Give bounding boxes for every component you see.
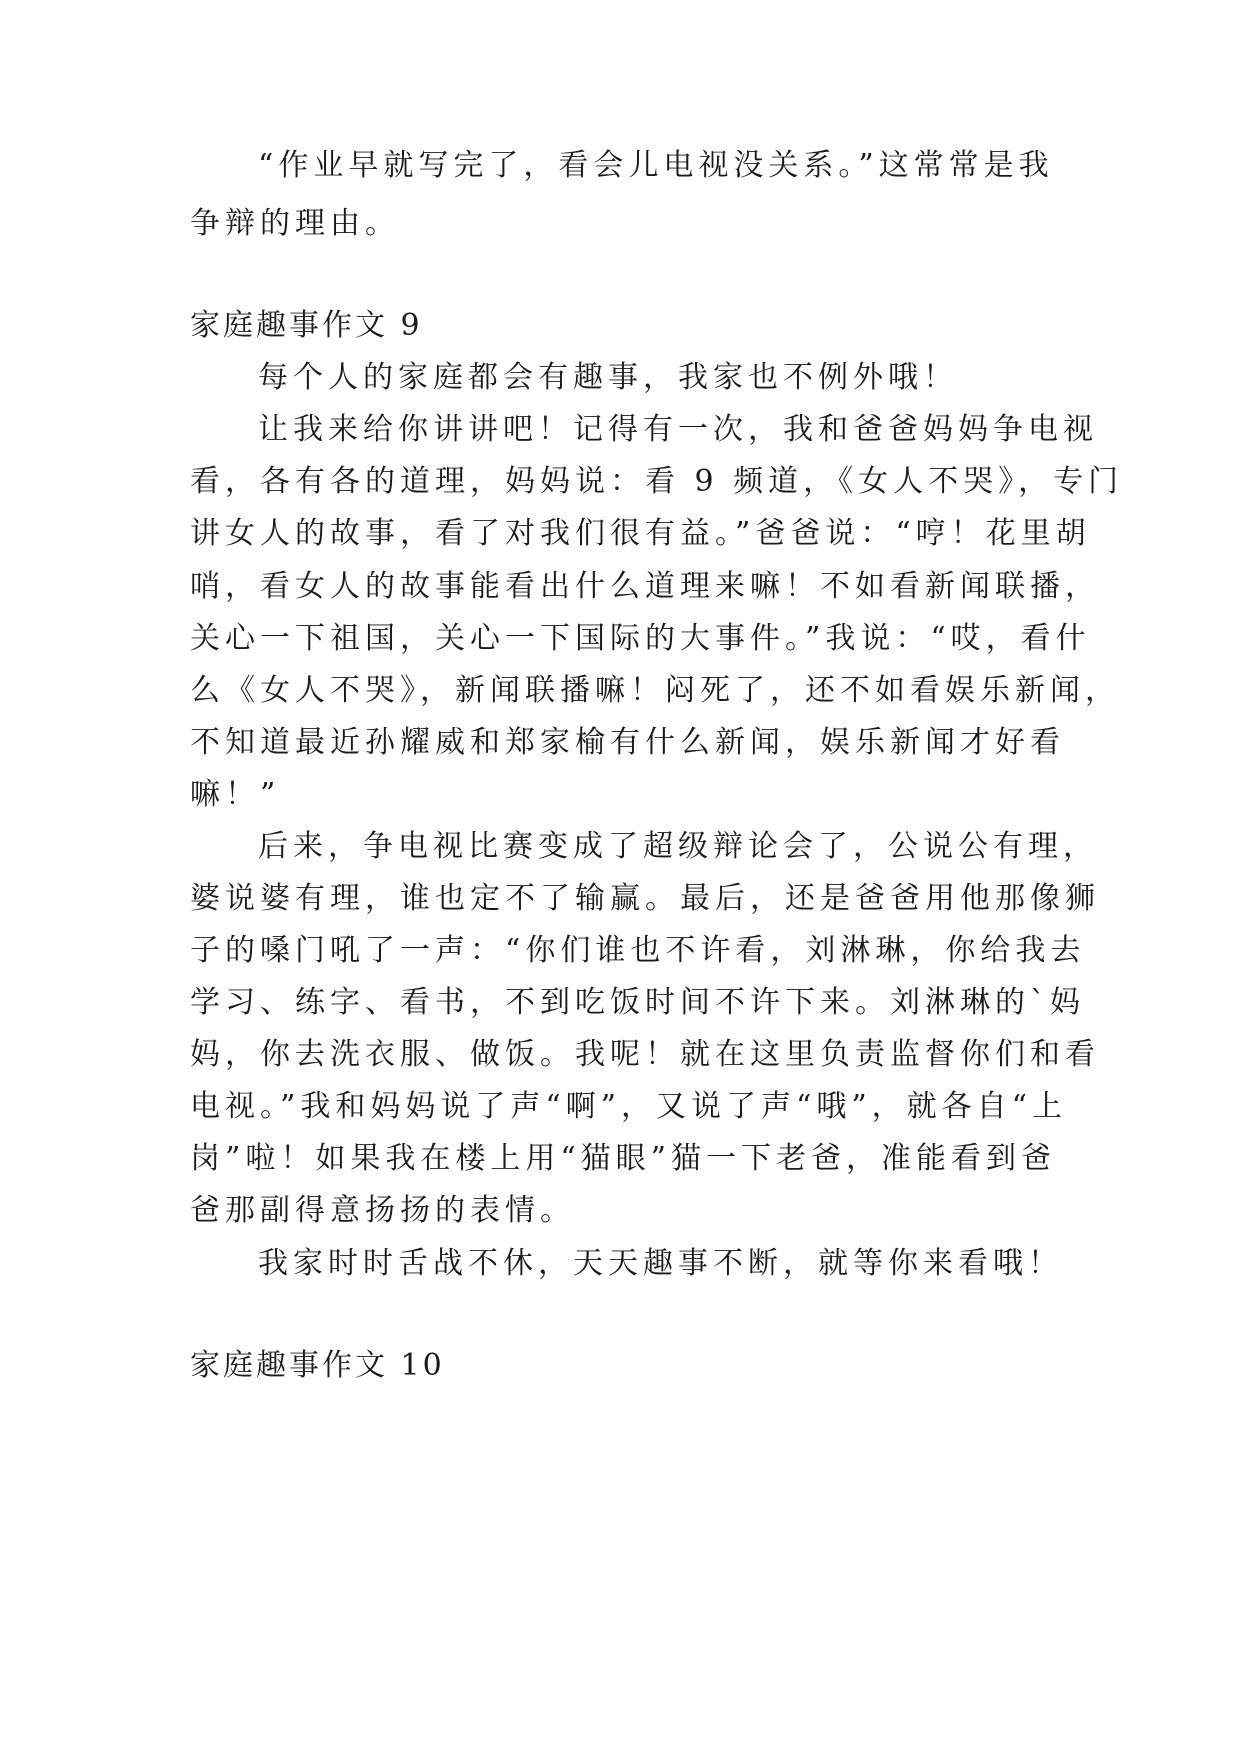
paragraph-line: 爸那副得意扬扬的表情。 — [190, 1193, 575, 1228]
paragraph-line: 岗”啦！如果我在楼上用“猫眼”猫一下老爸，准能看到爸 — [190, 1141, 1057, 1176]
paragraph-line: 妈，你去洗衣服、做饭。我呢！就在这里负责监督你们和看 — [190, 1037, 1100, 1072]
paragraph-line: 么《女人不哭》，新闻联播嘛！闷死了，还不如看娱乐新闻， — [190, 673, 1120, 708]
paragraph-line: 我家时时舌战不休，天天趣事不断，就等你来看哦！ — [258, 1246, 1063, 1281]
paragraph-line: 后来，争电视比赛变成了超级辩论会了，公说公有理， — [258, 829, 1098, 864]
paragraph-line: 不知道最近孙耀威和郑家榆有什么新闻，娱乐新闻才好看 — [190, 725, 1065, 760]
paragraph-line: 嘛！” — [190, 777, 281, 812]
paragraph-line: 争辩的理由。 — [190, 206, 400, 241]
paragraph-line: 讲女人的故事，看了对我们很有益。”爸爸说：“哼！花里胡 — [190, 516, 1091, 551]
paragraph-line: 婆说婆有理，谁也定不了输赢。最后，还是爸爸用他那像狮 — [190, 881, 1100, 916]
section-heading: 家庭趣事作文 10 — [190, 1348, 445, 1383]
paragraph-line: “作业早就写完了，看会儿电视没关系。”这常常是我 — [258, 148, 1054, 183]
paragraph-line: 关心一下祖国，关心一下国际的大事件。”我说：“哎，看什 — [190, 621, 1091, 656]
paragraph-line: 每个人的家庭都会有趣事，我家也不例外哦！ — [258, 360, 958, 395]
paragraph-line: 让我来给你讲讲吧！记得有一次，我和爸爸妈妈争电视 — [258, 412, 1098, 447]
paragraph-line: 电视。”我和妈妈说了声“啊”，又说了声“哦”，就各自“上 — [190, 1089, 1068, 1124]
paragraph-line: 哨，看女人的故事能看出什么道理来嘛！不如看新闻联播， — [190, 569, 1100, 604]
paragraph-line: 学习、练字、看书，不到吃饭时间不许下来。刘淋琳的`妈 — [190, 985, 1085, 1020]
paragraph-line: 看，各有各的道理，妈妈说：看 9 频道，《女人不哭》，专门 — [190, 464, 1124, 499]
section-heading: 家庭趣事作文 9 — [190, 308, 423, 343]
paragraph-line: 子的嗓门吼了一声：“你们谁也不许看，刘淋琳，你给我去 — [190, 933, 1086, 968]
